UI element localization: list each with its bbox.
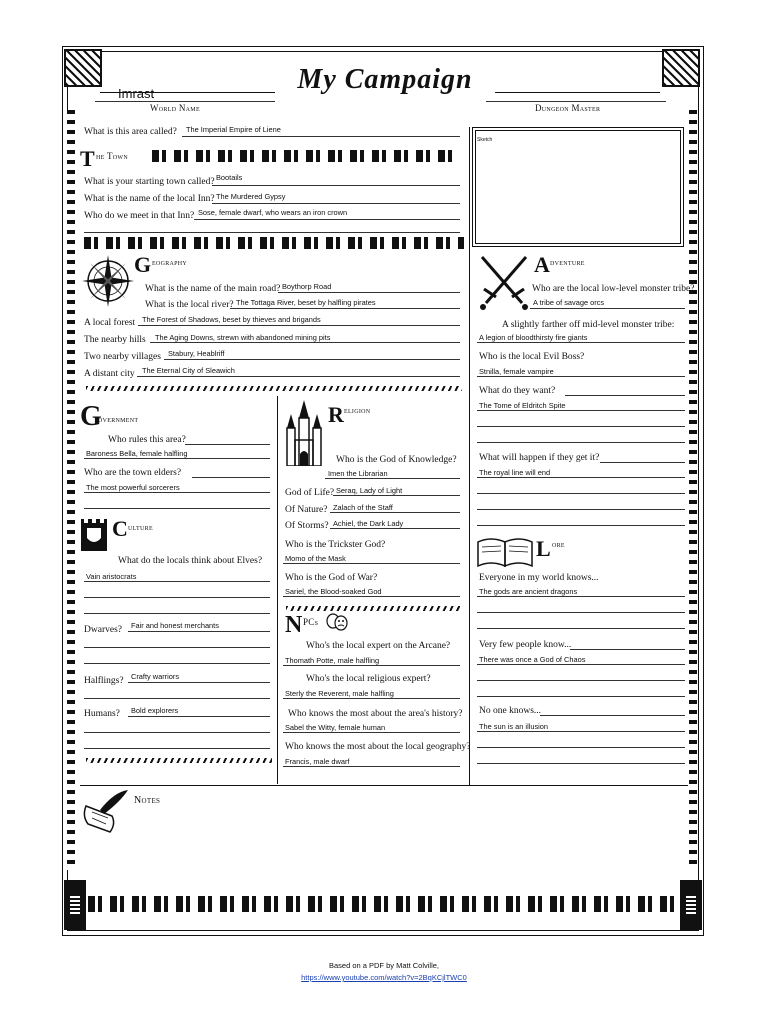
title-swash-right [495,92,660,93]
tower-window-left [70,896,80,914]
section-divider-5 [80,785,688,786]
lore-few-answer[interactable]: There was once a God of Chaos [479,655,586,664]
geography-city-question: A distant city [84,369,135,379]
npcs-religious-question: Who's the local religious expert? [306,674,431,684]
area-question: What is this area called? [84,127,177,137]
dungeon-master-label: Dungeon Master [535,103,601,113]
geography-heading: eography [152,257,188,267]
town-answer-2[interactable]: The Murdered Gypsy [216,192,286,201]
section-divider-3 [286,606,460,611]
geography-river-answer[interactable]: The Tottaga River, beset by halfling pirates [236,298,376,307]
culture-dwarves-answer[interactable]: Fair and honest merchants [131,621,219,630]
footer-link[interactable]: https://www.youtube.com/watch?v=2BqKCjlTWC0 [301,973,467,982]
adventure-tribe-answer[interactable]: A tribe of savage orcs [533,298,605,307]
notes-label: Notes [134,795,161,806]
lore-everyone-question: Everyone in my world knows... [479,573,599,583]
world-name-label: World Name [150,103,200,113]
religion-nature-answer[interactable]: Zalach of the Staff [333,503,393,512]
religion-nature-question: Of Nature? [285,505,328,515]
religion-war-question: Who is the God of War? [285,573,378,583]
right-border-chain [689,110,697,870]
npcs-heading-cap: N [285,612,303,638]
government-elders-answer[interactable]: The most powerful sorcerers [86,483,180,492]
campaign-name-field[interactable]: Imrast [118,86,155,101]
castle-icon [284,400,324,466]
npcs-history-answer[interactable]: Sabel the Witty, female human [285,723,386,732]
footer-credit: Based on a PDF by Matt Colville, [328,961,440,970]
column-divider-right [469,127,470,785]
religion-life-answer[interactable]: Seraq, Lady of Light [336,486,403,495]
sketch-box[interactable] [472,127,684,247]
compass-icon [80,253,136,309]
town-heading-cap: T [80,146,95,171]
religion-heading-cap: R [328,402,344,427]
culture-humans-answer[interactable]: Bold explorers [131,706,179,715]
geography-forest-answer[interactable]: The Forest of Shadows, beset by thieves and brigands [142,315,321,324]
section-divider-1 [84,237,464,249]
npcs-arcane-question: Who's the local expert on the Arcane? [306,641,451,651]
government-heading-cap: G [80,401,102,432]
open-book-icon [476,534,534,568]
religion-storms-answer[interactable]: Achiel, the Dark Lady [333,519,404,528]
adventure-heading-cap: A [534,252,550,277]
geography-river-question: What is the local river? [145,300,234,310]
geography-villages-question: Two nearby villages [84,352,161,362]
tower-window-right [686,896,696,914]
town-heading-ornament [152,150,452,162]
shield-banner-icon [80,518,108,552]
section-divider-4 [86,758,272,763]
religion-war-answer[interactable]: Sariel, the Blood-soaked God [285,587,382,596]
quill-scroll-icon [80,788,130,836]
notes-area[interactable] [134,812,684,890]
adventure-mid-question: A slightly farther off mid-level monster tribe: [502,320,675,330]
adventure-mid-answer[interactable]: A legion of bloodthirsty fire giants [479,333,588,342]
corner-ornament-top-left [64,49,102,87]
religion-trickster-question: Who is the Trickster God? [285,540,386,550]
geography-heading-cap: G [134,252,152,277]
lore-heading-cap: L [536,536,551,561]
geography-hills-answer[interactable]: The Aging Downs, strewn with abandoned mining pits [155,333,331,342]
area-answer[interactable]: The Imperial Empire of Liene [186,125,281,134]
adventure-happen-answer[interactable]: The royal line will end [479,468,551,477]
geography-city-answer[interactable]: The Eternal City of Sleawich [142,366,235,375]
npcs-geography-answer[interactable]: Francis, male dwarf [285,757,350,766]
town-answer-1[interactable]: Bootails [216,173,243,182]
lore-few-question: Very few people know... [479,640,572,650]
crossed-swords-icon [476,253,532,313]
lore-everyone-answer[interactable]: The gods are ancient dragons [479,587,578,596]
culture-humans-question: Humans? [84,709,120,719]
npcs-geography-question: Who knows the most about the local geography? [285,742,471,752]
left-border-chain [67,110,75,870]
theater-masks-icon [326,613,348,631]
culture-elves-question: What do the locals think about Elves? [118,556,263,566]
section-divider-2 [86,386,462,391]
culture-halflings-question: Halflings? [84,676,124,686]
adventure-boss-question: Who is the local Evil Boss? [479,352,585,362]
government-heading: overnment [98,414,139,424]
religion-heading: eligion [344,405,371,415]
geography-road-question: What is the name of the main road? [145,284,281,294]
lore-noone-answer[interactable]: The sun is an illusion [479,722,549,731]
religion-storms-question: Of Storms? [285,521,329,531]
religion-knowledge-question: Who is the God of Knowledge? [336,455,457,465]
government-rules-answer[interactable]: Baroness Bella, female halfling [86,449,188,458]
adventure-boss-answer[interactable]: Stnilla, female vampire [479,367,554,376]
geography-forest-question: A local forest [84,318,136,328]
adventure-happen-question: What will happen if they get it? [479,453,600,463]
religion-trickster-answer[interactable]: Momo of the Mask [285,554,346,563]
bottom-battlement-border [66,896,698,912]
lore-heading: ore [552,539,565,549]
adventure-heading: dventure [550,257,585,267]
lore-noone-question: No one knows... [479,706,542,716]
culture-halflings-answer[interactable]: Crafty warriors [131,672,180,681]
culture-elves-answer[interactable]: Vain aristocrats [86,572,137,581]
adventure-want-question: What do they want? [479,386,556,396]
npcs-history-question: Who knows the most about the area's history? [288,709,463,719]
npcs-religious-answer[interactable]: Sterly the Reverent, male halfling [285,689,394,698]
town-question-2: What is the name of the local Inn? [84,194,215,204]
adventure-tribe-question: Who are the local low-level monster tribe? [532,284,695,294]
campaign-title: My Campaign [297,64,473,95]
geography-villages-answer[interactable]: Stabury, Heablriff [168,349,225,358]
culture-heading-cap: C [112,516,128,541]
geography-road-answer[interactable]: Boythorp Road [282,282,332,291]
culture-dwarves-question: Dwarves? [84,625,122,635]
culture-heading: ulture [128,522,153,532]
government-elders-question: Who are the town elders? [84,468,182,478]
town-question-3: Who do we meet in that Inn? [84,211,195,221]
adventure-want-answer[interactable]: The Tome of Eldritch Spite [479,401,566,410]
government-rules-question: Who rules this area? [108,435,186,445]
town-question-1: What is your starting town called? [84,177,215,187]
sketch-label: Sketch [477,137,493,143]
religion-knowledge-answer[interactable]: Imen the Librarian [328,469,388,478]
religion-life-question: God of Life? [285,488,335,498]
npcs-heading: PCs [303,617,319,627]
town-answer-3[interactable]: Sose, female dwarf, who wears an iron crown [198,208,348,217]
npcs-arcane-answer[interactable]: Thomath Potte, male halfling [285,656,380,665]
corner-ornament-top-right [662,49,700,87]
column-divider-left [277,396,278,784]
geography-hills-question: The nearby hills [84,335,146,345]
town-heading: he Town [96,151,129,161]
